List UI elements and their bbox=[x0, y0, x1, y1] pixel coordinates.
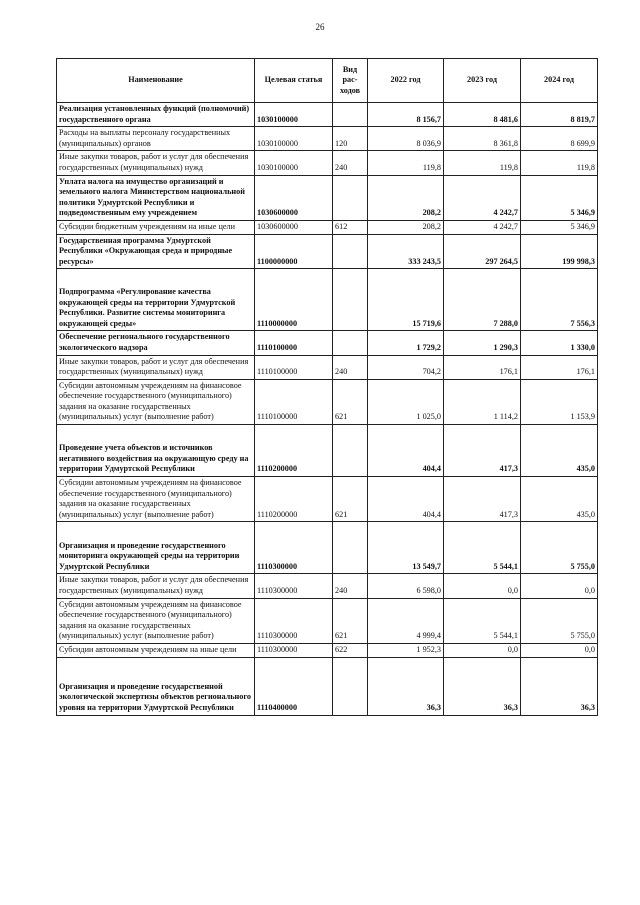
cell-year-2024: 199 998,3 bbox=[521, 234, 598, 269]
cell-year-2023: 8 361,8 bbox=[444, 127, 521, 151]
cell-year-2023: 119,8 bbox=[444, 151, 521, 175]
table-row bbox=[57, 425, 598, 477]
table-row bbox=[57, 234, 598, 269]
cell-year-2024: 1 330,0 bbox=[521, 331, 598, 355]
budget-table bbox=[56, 58, 598, 716]
cell-target-article: 1110100000 bbox=[255, 331, 333, 355]
table-row bbox=[57, 220, 598, 234]
cell-year-2023: 417,3 bbox=[444, 477, 521, 522]
cell-name: Организация и проведение государственной экологической экспертизы объектов регионального уровня на территории Удмуртской Республики bbox=[57, 657, 255, 715]
cell-target-article: 1110300000 bbox=[255, 644, 333, 658]
cell-year-2023: 7 288,0 bbox=[444, 269, 521, 331]
cell-name: Субсидии автономным учреждениям на финансовое обеспечение государственного (муниципального) задания на оказание государственных (муниципальных) услуг (выполнение работ) bbox=[57, 598, 255, 643]
page-number: 26 bbox=[315, 22, 325, 32]
cell-year-2023: 4 242,7 bbox=[444, 220, 521, 234]
cell-year-2023: 5 544,1 bbox=[444, 522, 521, 574]
cell-year-2022: 404,4 bbox=[368, 477, 444, 522]
header-year-2023: 2023 год bbox=[444, 59, 521, 103]
cell-year-2022: 4 999,4 bbox=[368, 598, 444, 643]
header-year-2024: 2024 год bbox=[521, 59, 598, 103]
cell-year-2023: 1 290,3 bbox=[444, 331, 521, 355]
cell-expense-type bbox=[333, 331, 368, 355]
table-row bbox=[57, 598, 598, 643]
cell-name: Подпрограмма «Регулирование качества окружающей среды на территории Удмуртской Республики. Развитие системы мониторинга окружающей среды» bbox=[57, 269, 255, 331]
cell-target-article: 1110000000 bbox=[255, 269, 333, 331]
cell-year-2023: 417,3 bbox=[444, 425, 521, 477]
cell-year-2024: 1 153,9 bbox=[521, 379, 598, 424]
cell-year-2022: 1 729,2 bbox=[368, 331, 444, 355]
table-row bbox=[57, 379, 598, 424]
cell-year-2022: 15 719,6 bbox=[368, 269, 444, 331]
cell-year-2024: 8 819,7 bbox=[521, 103, 598, 127]
table-row bbox=[57, 477, 598, 522]
cell-target-article: 1110400000 bbox=[255, 657, 333, 715]
cell-year-2022: 1 952,3 bbox=[368, 644, 444, 658]
table-row bbox=[57, 355, 598, 379]
cell-year-2023: 4 242,7 bbox=[444, 175, 521, 220]
table-row bbox=[57, 331, 598, 355]
header-expense-type: Вид рас-ходов bbox=[333, 59, 368, 103]
cell-name: Проведение учета объектов и источников негативного воздействия на окружающую среду на территории Удмуртской Республики bbox=[57, 425, 255, 477]
cell-year-2024: 119,8 bbox=[521, 151, 598, 175]
cell-year-2022: 404,4 bbox=[368, 425, 444, 477]
cell-name: Субсидии автономным учреждениям на иные цели bbox=[57, 644, 255, 658]
cell-year-2022: 333 243,5 bbox=[368, 234, 444, 269]
cell-expense-type bbox=[333, 175, 368, 220]
cell-year-2024: 5 346,9 bbox=[521, 220, 598, 234]
table-row bbox=[57, 151, 598, 175]
table-row bbox=[57, 175, 598, 220]
cell-year-2024: 8 699,9 bbox=[521, 127, 598, 151]
header-name: Наименование bbox=[57, 59, 255, 103]
table-row bbox=[57, 127, 598, 151]
cell-year-2022: 8 036,9 bbox=[368, 127, 444, 151]
cell-year-2023: 0,0 bbox=[444, 574, 521, 598]
cell-year-2022: 6 598,0 bbox=[368, 574, 444, 598]
cell-year-2024: 0,0 bbox=[521, 644, 598, 658]
cell-year-2023: 36,3 bbox=[444, 657, 521, 715]
cell-name: Организация и проведение государственного мониторинга окружающей среды на территории Удмуртской Республики bbox=[57, 522, 255, 574]
cell-name: Расходы на выплаты персоналу государственных (муниципальных) органов bbox=[57, 127, 255, 151]
cell-expense-type bbox=[333, 234, 368, 269]
cell-year-2023: 1 114,2 bbox=[444, 379, 521, 424]
cell-name: Иные закупки товаров, работ и услуг для обеспечения государственных (муниципальных) нужд bbox=[57, 355, 255, 379]
cell-target-article: 1110200000 bbox=[255, 425, 333, 477]
cell-year-2024: 7 556,3 bbox=[521, 269, 598, 331]
cell-expense-type bbox=[333, 425, 368, 477]
table-row bbox=[57, 644, 598, 658]
cell-year-2022: 208,2 bbox=[368, 220, 444, 234]
cell-target-article: 1110300000 bbox=[255, 522, 333, 574]
cell-year-2022: 1 025,0 bbox=[368, 379, 444, 424]
cell-year-2024: 36,3 bbox=[521, 657, 598, 715]
cell-expense-type: 621 bbox=[333, 477, 368, 522]
cell-expense-type bbox=[333, 269, 368, 331]
header-target-article: Целевая статья bbox=[255, 59, 333, 103]
cell-expense-type bbox=[333, 103, 368, 127]
cell-year-2024: 435,0 bbox=[521, 425, 598, 477]
cell-target-article: 1100000000 bbox=[255, 234, 333, 269]
cell-expense-type: 621 bbox=[333, 379, 368, 424]
cell-target-article: 1030600000 bbox=[255, 220, 333, 234]
cell-year-2022: 8 156,7 bbox=[368, 103, 444, 127]
cell-year-2023: 5 544,1 bbox=[444, 598, 521, 643]
cell-target-article: 1110100000 bbox=[255, 379, 333, 424]
cell-target-article: 1110300000 bbox=[255, 574, 333, 598]
cell-target-article: 1030100000 bbox=[255, 127, 333, 151]
cell-year-2022: 119,8 bbox=[368, 151, 444, 175]
cell-year-2023: 176,1 bbox=[444, 355, 521, 379]
cell-expense-type: 240 bbox=[333, 355, 368, 379]
cell-year-2022: 704,2 bbox=[368, 355, 444, 379]
cell-name: Субсидии бюджетным учреждениям на иные цели bbox=[57, 220, 255, 234]
cell-year-2022: 208,2 bbox=[368, 175, 444, 220]
cell-year-2023: 8 481,6 bbox=[444, 103, 521, 127]
cell-name: Государственная программа Удмуртской Республики «Окружающая среда и природные ресурсы» bbox=[57, 234, 255, 269]
cell-target-article: 1030100000 bbox=[255, 103, 333, 127]
cell-year-2024: 0,0 bbox=[521, 574, 598, 598]
cell-name: Обеспечение регионального государственного экологического надзора bbox=[57, 331, 255, 355]
cell-name: Иные закупки товаров, работ и услуг для обеспечения государственных (муниципальных) нужд bbox=[57, 574, 255, 598]
table-row bbox=[57, 574, 598, 598]
cell-name: Субсидии автономным учреждениям на финансовое обеспечение государственного (муниципального) задания на оказание государственных (муниципальных) услуг (выполнение работ) bbox=[57, 477, 255, 522]
cell-name: Иные закупки товаров, работ и услуг для обеспечения государственных (муниципальных) нужд bbox=[57, 151, 255, 175]
cell-target-article: 1030600000 bbox=[255, 175, 333, 220]
table-body bbox=[57, 103, 598, 716]
cell-name: Реализация установленных функций (полномочий) государственного органа bbox=[57, 103, 255, 127]
cell-year-2024: 5 755,0 bbox=[521, 598, 598, 643]
table-row bbox=[57, 657, 598, 715]
cell-expense-type: 621 bbox=[333, 598, 368, 643]
cell-expense-type bbox=[333, 657, 368, 715]
cell-target-article: 1110100000 bbox=[255, 355, 333, 379]
cell-expense-type bbox=[333, 522, 368, 574]
cell-year-2022: 36,3 bbox=[368, 657, 444, 715]
header-year-2022: 2022 год bbox=[368, 59, 444, 103]
cell-year-2024: 5 755,0 bbox=[521, 522, 598, 574]
cell-year-2023: 0,0 bbox=[444, 644, 521, 658]
cell-year-2022: 13 549,7 bbox=[368, 522, 444, 574]
cell-target-article: 1110200000 bbox=[255, 477, 333, 522]
cell-target-article: 1030100000 bbox=[255, 151, 333, 175]
cell-year-2024: 176,1 bbox=[521, 355, 598, 379]
table-header-row bbox=[57, 59, 598, 103]
cell-expense-type: 622 bbox=[333, 644, 368, 658]
cell-name: Субсидии автономным учреждениям на финансовое обеспечение государственного (муниципального) задания на оказание государственных (муниципальных) услуг (выполнение работ) bbox=[57, 379, 255, 424]
table-row bbox=[57, 522, 598, 574]
cell-target-article: 1110300000 bbox=[255, 598, 333, 643]
cell-expense-type: 240 bbox=[333, 574, 368, 598]
cell-expense-type: 612 bbox=[333, 220, 368, 234]
cell-name: Уплата налога на имущество организаций и земельного налога Министерством национальной политики Удмуртской Республики и подведомственным ему учреждением bbox=[57, 175, 255, 220]
table-row bbox=[57, 103, 598, 127]
cell-expense-type: 240 bbox=[333, 151, 368, 175]
cell-year-2024: 435,0 bbox=[521, 477, 598, 522]
cell-year-2024: 5 346,9 bbox=[521, 175, 598, 220]
cell-expense-type: 120 bbox=[333, 127, 368, 151]
cell-year-2023: 297 264,5 bbox=[444, 234, 521, 269]
table-row bbox=[57, 269, 598, 331]
